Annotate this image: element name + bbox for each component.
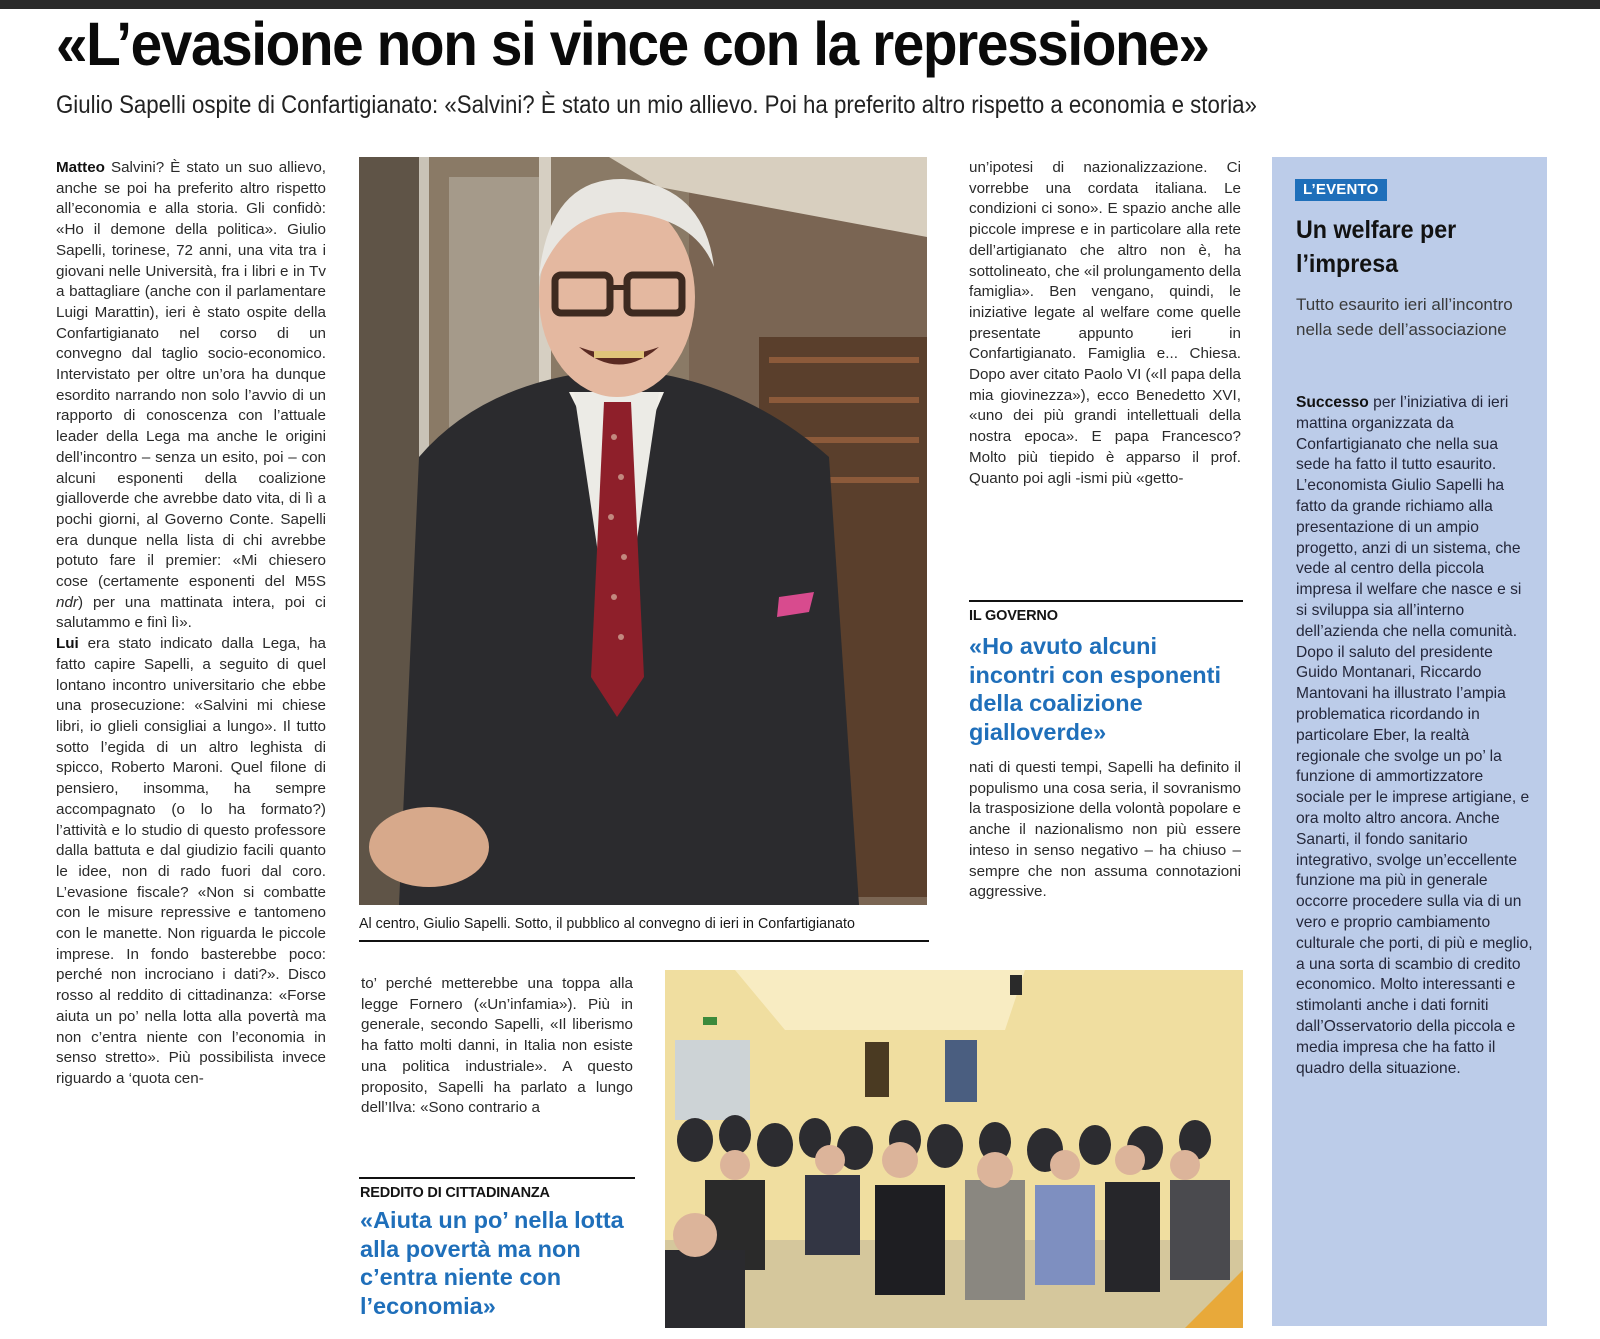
portrait-illustration [359,157,927,905]
article-column-3 [969,158,1241,489]
pull-quote-reddito: «Aiuta un po’ nella lotta alla povertà ma non c’entra niente con l’economia» [360,1207,624,1319]
subheadline: Giulio Sapelli ospite di Confartigianato: «Salvini? È stato un mio allievo. Poi ha preferito altro rispetto a economia e storia» [56,91,1257,119]
headline: «L’evasione non si vince con la repressione» [56,10,1209,78]
audience-photo [665,970,1243,1328]
article-column-2 [361,974,633,1119]
sidebar-box [1272,157,1547,1326]
paragraph-text: era stato indicato dalla Lega, ha fatto capire Sapelli, a seguito di quel lontano incontro universitario che ebbe una prosecuzione: «Salvini mi chiese libri, io glieli consigliai a lungo». Il tutto sotto l’egida di un altro leghista di spicco, Roberto Maroni. Quel filone di pensiero, insomma, ha sempre accompagnato (o lo ha formato?) l’attività e lo studio di questo professore dalla battuta e dal giudizio facili quanto le idee, non di rado fuori dal coro. L’evasione fiscale? «Non si combatte con le misure repressive e tantomeno con le manette. Non riguarda le piccole imprese. In fondo basterebbe poco: perché non incrociano i dati?». Disco rosso al reddito di cittadinanza: «Forse aiuta un po’ nella lotta alla povertà ma non c’entra niente con l’economia in senso stretto». Più possibilista invece riguardo a ‘quota cen- [56,635,326,1087]
sidebar-subtitle: Tutto esaurito ieri all’incontro nella sede dell’associazione [1296,295,1513,339]
sidebar-title: Un welfare per l’impresa [1296,216,1457,278]
paragraph-text-end: ) per una mattinata intera, poi ci salutammo e finì lì». [56,593,326,632]
section-rule [359,1177,635,1179]
section-label-governo: IL GOVERNO [969,608,1058,624]
sidebar-body [1296,393,1536,1079]
section-label-reddito: REDDITO DI CITTADINANZA [360,1185,550,1201]
section-tag: L’EVENTO [1295,179,1387,201]
audience-illustration [665,970,1243,1328]
sidebar-body-text: per l’iniziativa di ieri mattina organizzata da Confartigianato che nella sua sede ha fatto il tutto esaurito. L’economista Giulio Sapelli ha fatto da grande richiamo alla presentazione di un ampio progetto, anzi di un sistema, che vede al centro della piccola impresa il welfare che nasce e si si sviluppa sia all’interno dell’azienda che nella comunità. Dopo il saluto del presidente Guido Montanari, Riccardo Mantovani ha illustrato l’ampia problematica ricordando in particolare Eber, la realtà regionale che svolge un po’ la funzione di ammortizzatore sociale per le imprese artigiane, e ora molto altro ancora. Anche Sanarti, il fondo sanitario integrativo, svolge un’eccellente funzione ma più in generale occorre procedere sulla via di un vero e proprio cambiamento culturale che porti, di più e meglio, a una sorta di scambio di credito economico. Molto interessanti e stimolanti anche i dati forniti dall’Osservatorio della piccola e media impresa che ha fatto il quadro della situazione. [1296,394,1533,1077]
paragraph-text: Salvini? È stato un suo allievo, anche se poi ha preferito altro rispetto all’economia e alla storia. Gli confidò: «Ho il demone della politica». Giulio Sapelli, torinese, 72 anni, una vita tra i giovani nelle Università, fra i libri e in Tv a battagliare (anche con il parlamentare Luigi Marattin), ieri è stato ospite della Confartigianato nel corso di un convegno dal taglio socio-economico. Intervistato per oltre un’ora ha dunque esordito narrando non solo l’avvio di un rapporto di conoscenza con l’attuale leader della Lega ma anche le origini dell’incontro – senza un esito, poi – con alcuni esponenti della coalizione gialloverde che avrebbe dato vita, di lì a pochi giorni, al Governo Conte. Sapelli era dunque nella lista di chi avrebbe potuto fare il premier: «Mi chiesero cose (certamente esponenti del M5S [56,159,326,591]
editor-note: ndr [56,593,78,611]
paragraph: to’ perché metterebbe una toppa alla legge Fornero («Un’infamia»). Più in generale, secondo Sapelli, «Il liberismo ha fatto molti danni, in Italia non esiste una politica industriale». A questo proposito, Sapelli ha parlato a lungo dell’Ilva: «Sono contrario a [361,975,633,1117]
drop-lead-word: Matteo [56,159,105,176]
portrait-photo [359,157,927,905]
article-column-1 [56,158,326,1090]
paragraph-1 [56,158,326,634]
drop-lead-word: Lui [56,635,79,653]
article-column-3-continued [969,758,1241,903]
drop-lead-word: Successo [1296,394,1369,411]
section-rule [969,600,1243,602]
caption-rule [359,940,929,942]
paragraph: un’ipotesi di nazionalizzazione. Ci vorrebbe una cordata italiana. Le condizioni ci sono». E spazio anche alle piccole imprese e in particolare alla rete dell’artigianato che altro non è, ha sottolineato, che «il prolungamento della famiglia». Ben vengano, quindi, le iniziative legate al welfare come quelle presentate appunto ieri in Confartigianato. Famiglia e... Chiesa. Dopo aver citato Paolo VI («Il papa della mia giovinezza»), ecco Benedetto XVI, «uno dei più grandi intellettuali della nostra epoca». E papa Francesco? Molto più tiepido è apparso il prof. Quanto poi agli -ismi più «getto- [969,159,1241,487]
paragraph-2 [56,634,326,1089]
paragraph: nati di questi tempi, Sapelli ha definito il populismo una cosa seria, il sovranismo la trasposizione della volontà popolare e anche il nazionalismo non più essere inteso in senso negativo – ha chiuso – sempre che non assuma connotazioni aggressive. [969,759,1241,901]
photo-caption: Al centro, Giulio Sapelli. Sotto, il pubblico al convegno di ieri in Confartigianato [359,916,855,932]
pull-quote-governo: «Ho avuto alcuni incontri con esponenti della coalizione gialloverde» [969,633,1221,745]
